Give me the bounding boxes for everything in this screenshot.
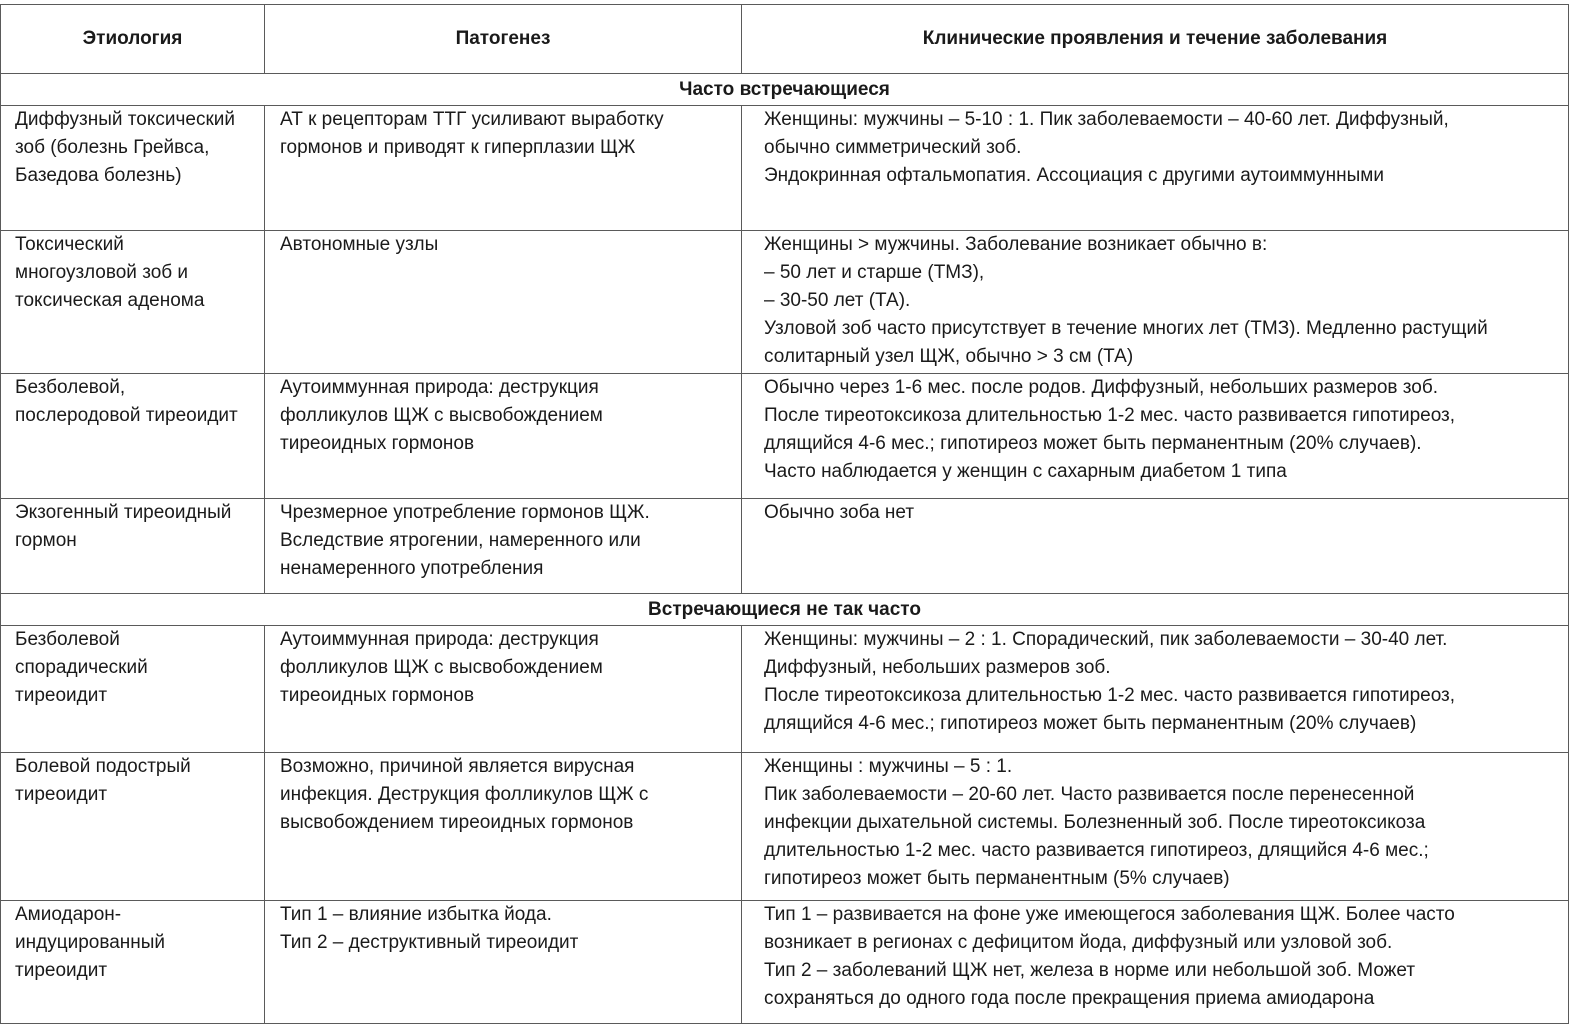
document-table-container xyxy=(0,4,1568,1024)
clinical-line: Тип 1 – развивается на фоне уже имеющегося заболевания ЩЖ. Более часто xyxy=(764,904,1455,925)
clinical-cell xyxy=(742,626,1569,753)
etiology-line: Безболевой xyxy=(15,629,120,650)
clinical-line: Женщины: мужчины – 5-10 : 1. Пик заболеваемости – 40-60 лет. Диффузный, xyxy=(764,109,1449,130)
pathogenesis-cell xyxy=(265,106,742,231)
pathogenesis-line: Аутоиммунная природа: деструкция xyxy=(280,629,599,650)
etiology-line: Безболевой, xyxy=(15,377,126,398)
pathogenesis-line: фолликулов ЩЖ с высвобождением xyxy=(280,405,603,426)
clinical-line: длительностью 1-2 мес. часто развивается гипотиреоз, длящийся 4-6 мес.; xyxy=(764,840,1429,861)
etiology-line: гормон xyxy=(15,530,77,551)
section-title: Встречающиеся не так часто xyxy=(1,594,1569,626)
etiology-line: тиреоидит xyxy=(15,685,108,706)
section-row xyxy=(1,74,1569,106)
section-title: Часто встречающиеся xyxy=(1,74,1569,106)
pathogenesis-line: Автономные узлы xyxy=(280,234,439,255)
etiology-cell xyxy=(1,753,265,901)
clinical-line: После тиреотоксикоза длительностью 1-2 мес. часто развивается гипотиреоз, xyxy=(764,405,1456,426)
pathogenesis-cell xyxy=(265,626,742,753)
clinical-line: Эндокринная офтальмопатия. Ассоциация с другими аутоиммунными xyxy=(764,165,1384,186)
clinical-line: инфекции дыхательной системы. Болезненный зоб. После тиреотоксикоза xyxy=(764,812,1426,833)
etiology-line: послеродовой тиреоидит xyxy=(15,405,238,426)
pathogenesis-line: Тип 2 – деструктивный тиреоидит xyxy=(280,932,579,953)
clinical-line: Тип 2 – заболеваний ЩЖ нет, железа в норме или небольшой зоб. Может xyxy=(764,960,1416,981)
etiology-line: Диффузный токсический xyxy=(15,109,235,130)
clinical-line: – 30-50 лет (ТА). xyxy=(764,290,911,311)
etiology-line: Амиодарон- xyxy=(15,904,122,925)
clinical-cell xyxy=(742,901,1569,1024)
clinical-line: сохраняться до одного года после прекращения приема амиодарона xyxy=(764,988,1375,1009)
clinical-line: После тиреотоксикоза длительностью 1-2 мес. часто развивается гипотиреоз, xyxy=(764,685,1456,706)
clinical-line: Женщины > мужчины. Заболевание возникает обычно в: xyxy=(764,234,1268,255)
clinical-cell xyxy=(742,231,1569,374)
pathogenesis-cell xyxy=(265,901,742,1024)
etiology-cell xyxy=(1,901,265,1024)
clinical-line: возникает в регионах с дефицитом йода, диффузный или узловой зоб. xyxy=(764,932,1393,953)
clinical-line: Женщины : мужчины – 5 : 1. xyxy=(764,756,1013,777)
clinical-line: солитарный узел ЩЖ, обычно > 3 см (ТА) xyxy=(764,346,1134,367)
clinical-line: длящийся 4-6 мес.; гипотиреоз может быть перманентным (20% случаев) xyxy=(764,713,1417,734)
etiology-line: токсическая аденома xyxy=(15,290,205,311)
clinical-line: Узловой зоб часто присутствует в течение многих лет (ТМЗ). Медленно растущий xyxy=(764,318,1488,339)
clinical-cell xyxy=(742,753,1569,901)
clinical-line: длящийся 4-6 мес.; гипотиреоз может быть перманентным (20% случаев). xyxy=(764,433,1422,454)
clinical-line: Диффузный, небольших размеров зоб. xyxy=(764,657,1111,678)
etiology-cell xyxy=(1,106,265,231)
etiology-cell xyxy=(1,231,265,374)
pathogenesis-line: инфекция. Деструкция фолликулов ЩЖ с xyxy=(280,784,649,805)
table-row xyxy=(1,901,1569,1024)
etiology-line: тиреоидит xyxy=(15,784,108,805)
pathogenesis-line: высвобождением тиреоидных гормонов xyxy=(280,812,634,833)
etiology-line: Болевой подострый xyxy=(15,756,191,777)
pathogenesis-line: Тип 1 – влияние избытка йода. xyxy=(280,904,552,925)
header-pathogenesis: Патогенез xyxy=(265,5,742,74)
header-clinical: Клинические проявления и течение заболевания xyxy=(742,5,1569,74)
pathogenesis-line: гормонов и приводят к гиперплазии ЩЖ xyxy=(280,137,636,158)
table-row xyxy=(1,374,1569,499)
table-row xyxy=(1,499,1569,594)
clinical-line: обычно симметрический зоб. xyxy=(764,137,1022,158)
clinical-line: Пик заболеваемости – 20-60 лет. Часто развивается после перенесенной xyxy=(764,784,1415,805)
thyrotoxicosis-causes-table xyxy=(0,4,1569,1024)
pathogenesis-line: тиреоидных гормонов xyxy=(280,433,475,454)
pathogenesis-line: Вследствие ятрогении, намеренного или xyxy=(280,530,641,551)
pathogenesis-line: Аутоиммунная природа: деструкция xyxy=(280,377,599,398)
clinical-line: – 50 лет и старше (ТМЗ), xyxy=(764,262,985,283)
table-row xyxy=(1,106,1569,231)
pathogenesis-cell xyxy=(265,499,742,594)
pathogenesis-line: тиреоидных гормонов xyxy=(280,685,475,706)
table-row xyxy=(1,753,1569,901)
pathogenesis-line: ненамеренного употребления xyxy=(280,558,544,579)
clinical-line: Обычно через 1-6 мес. после родов. Диффузный, небольших размеров зоб. xyxy=(764,377,1439,398)
pathogenesis-line: фолликулов ЩЖ с высвобождением xyxy=(280,657,603,678)
table-row xyxy=(1,626,1569,753)
etiology-line: тиреоидит xyxy=(15,960,108,981)
etiology-line: зоб (болезнь Грейвса, xyxy=(15,137,210,158)
clinical-line: Женщины: мужчины – 2 : 1. Спорадический, пик заболеваемости – 30-40 лет. xyxy=(764,629,1448,650)
pathogenesis-line: АТ к рецепторам ТТГ усиливают выработку xyxy=(280,109,664,130)
header-etiology: Этиология xyxy=(1,5,265,74)
pathogenesis-cell xyxy=(265,374,742,499)
table-row xyxy=(1,231,1569,374)
etiology-cell xyxy=(1,499,265,594)
etiology-line: Токсический xyxy=(15,234,124,255)
header-row xyxy=(1,5,1569,74)
clinical-cell xyxy=(742,374,1569,499)
etiology-line: индуцированный xyxy=(15,932,166,953)
etiology-line: Базедова болезнь) xyxy=(15,165,182,186)
pathogenesis-line: Возможно, причиной является вирусная xyxy=(280,756,635,777)
etiology-cell xyxy=(1,374,265,499)
pathogenesis-line: Чрезмерное употребление гормонов ЩЖ. xyxy=(280,502,650,523)
clinical-cell xyxy=(742,499,1569,594)
clinical-cell xyxy=(742,106,1569,231)
etiology-line: Экзогенный тиреоидный xyxy=(15,502,232,523)
pathogenesis-cell xyxy=(265,753,742,901)
clinical-line: гипотиреоз может быть перманентным (5% случаев) xyxy=(764,868,1230,889)
section-row xyxy=(1,594,1569,626)
clinical-line: Обычно зоба нет xyxy=(764,502,915,523)
etiology-line: спорадический xyxy=(15,657,148,678)
etiology-line: многоузловой зоб и xyxy=(15,262,189,283)
clinical-line: Часто наблюдается у женщин с сахарным диабетом 1 типа xyxy=(764,461,1287,482)
pathogenesis-cell xyxy=(265,231,742,374)
etiology-cell xyxy=(1,626,265,753)
